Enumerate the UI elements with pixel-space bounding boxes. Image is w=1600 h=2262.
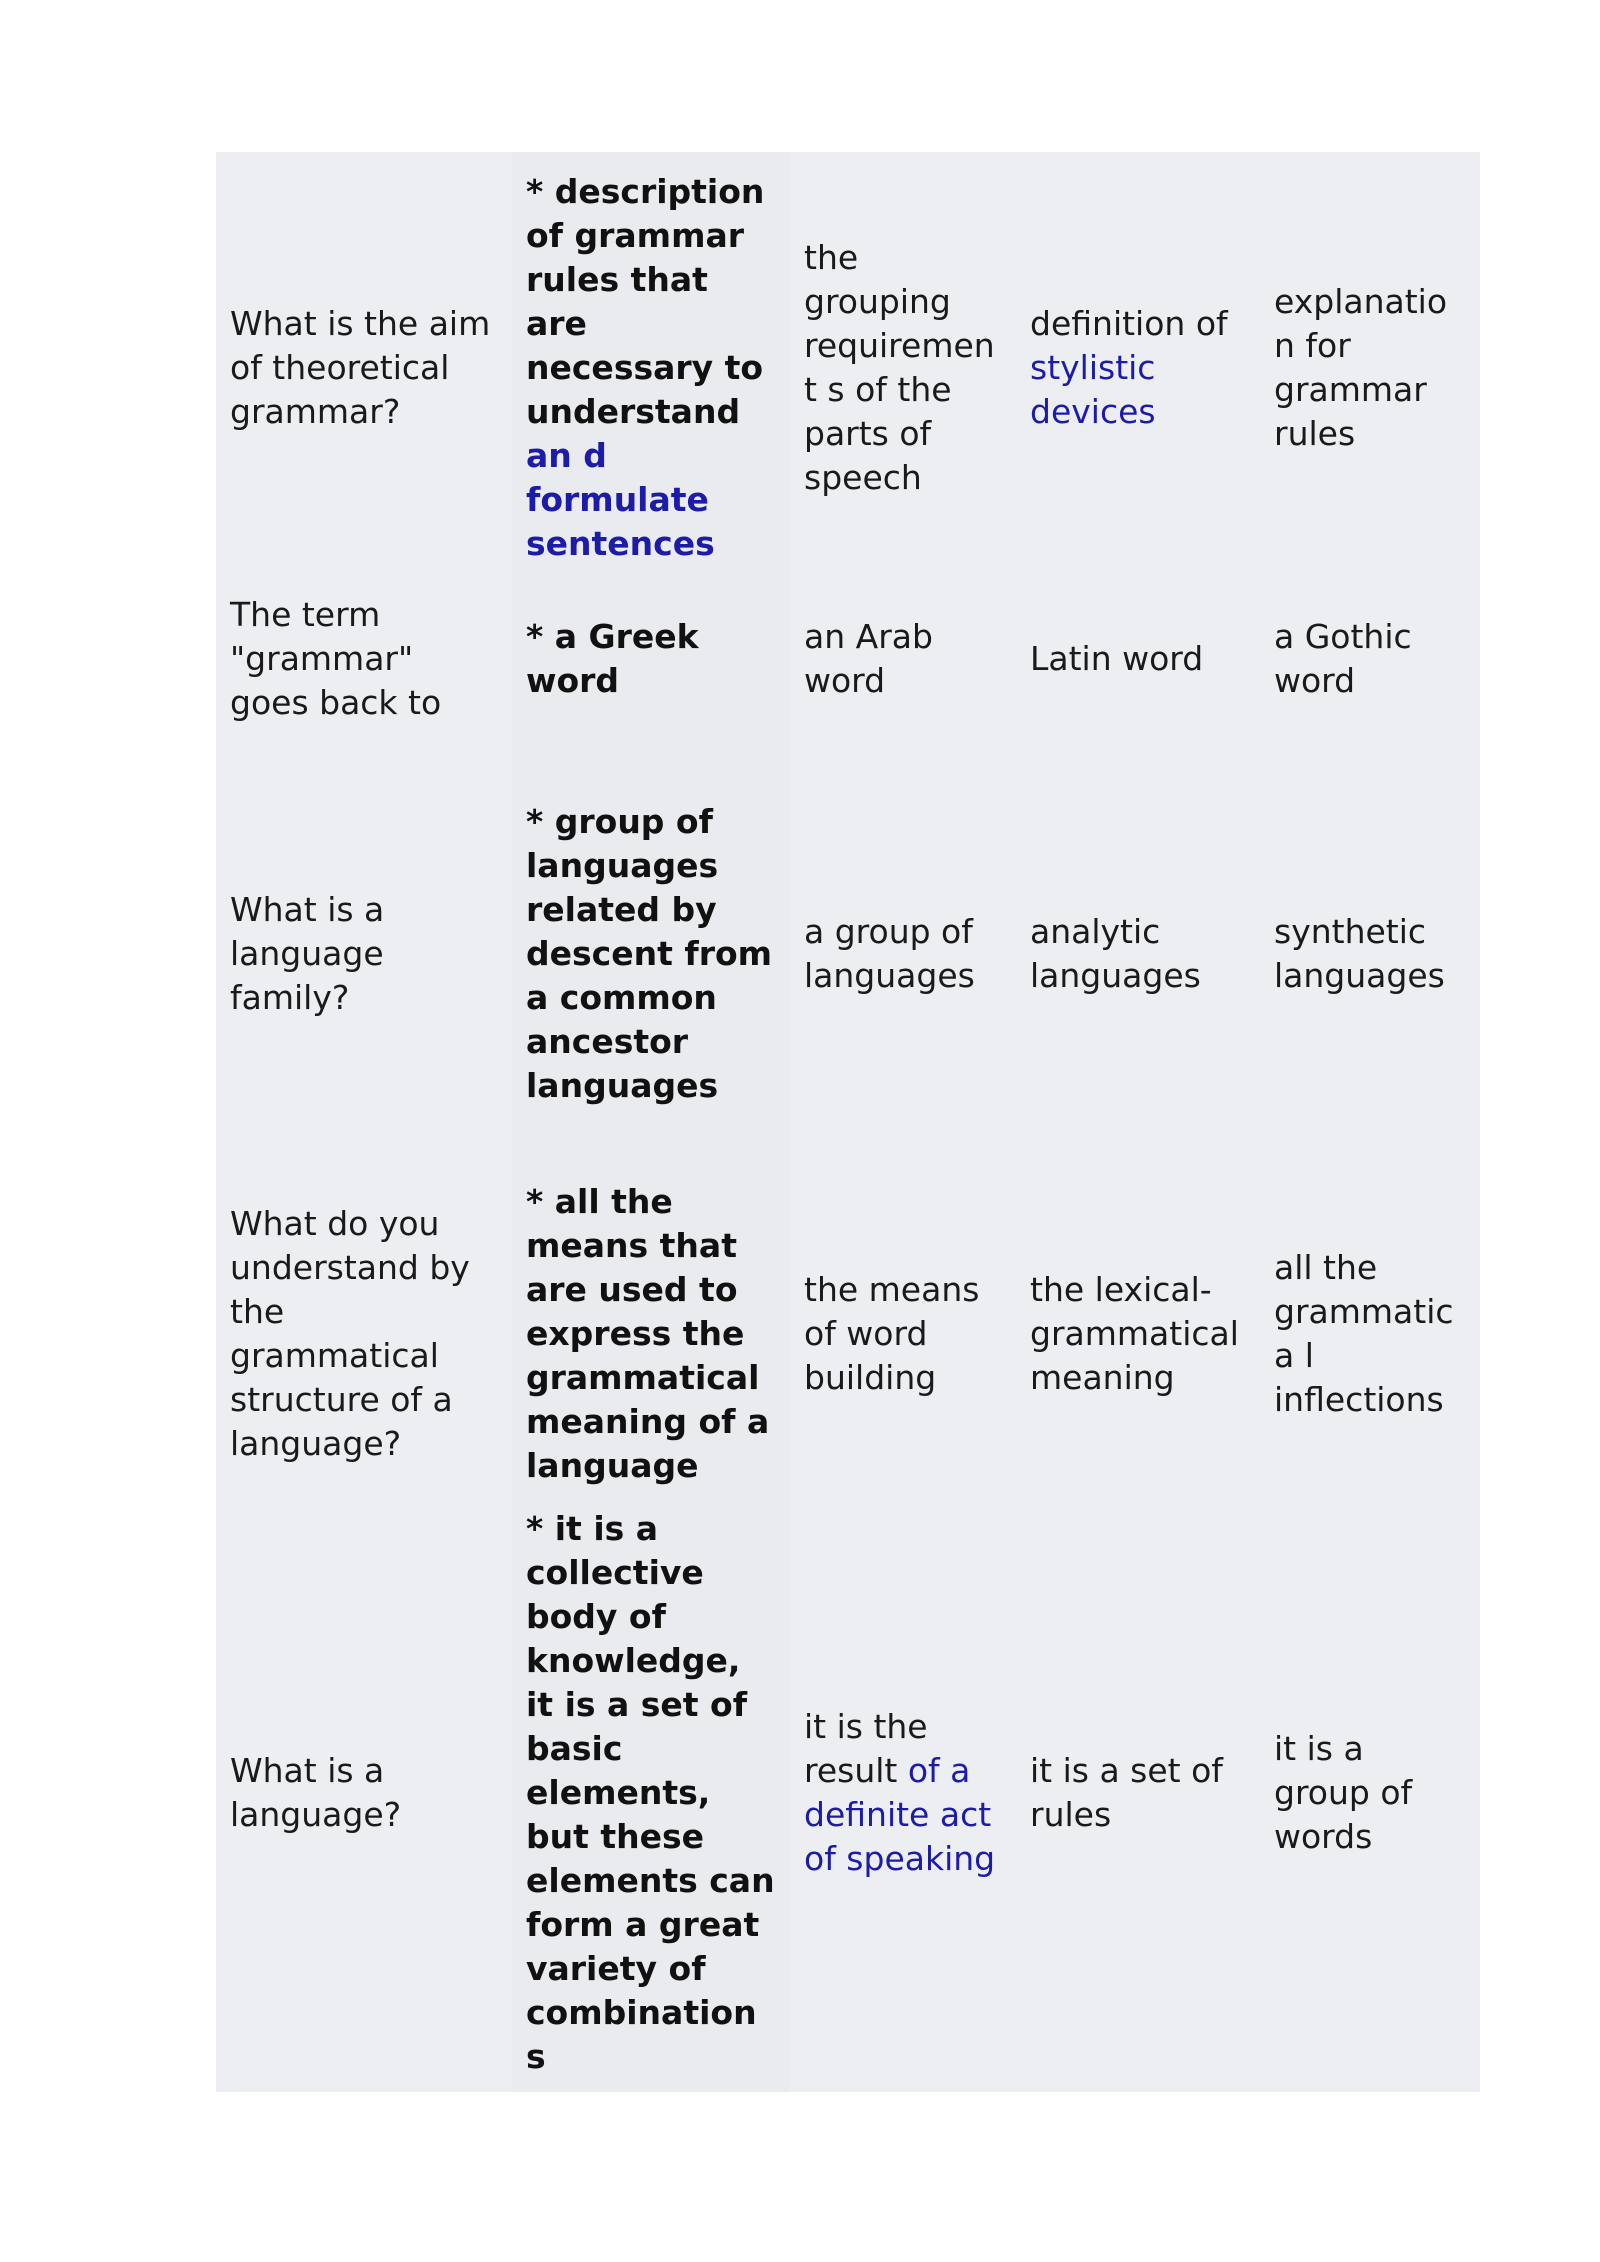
table-row — [216, 152, 1480, 584]
question-text: What do you understand by the grammatical structure of a language? — [230, 1204, 470, 1463]
correct-answer-cell — [512, 734, 790, 1174]
option-cell — [1016, 734, 1260, 1174]
option-cell — [790, 584, 1016, 734]
option-text: the lexical- grammatical meaning — [1030, 1270, 1239, 1397]
question-text: What is a language? — [230, 1751, 402, 1834]
option-cell — [1260, 1494, 1480, 2092]
option-text: an Arab word — [804, 617, 933, 700]
option-cell — [1260, 1174, 1480, 1494]
option-cell — [1016, 584, 1260, 734]
option-text: synthetic languages — [1274, 912, 1445, 995]
option-cell — [790, 1174, 1016, 1494]
option-text: definition of — [1030, 304, 1228, 343]
option-cell — [790, 1494, 1016, 2092]
option-link[interactable]: stylistic devices — [1030, 348, 1156, 431]
question-text: The term "grammar" goes back to — [230, 595, 442, 722]
option-cell — [1260, 584, 1480, 734]
correct-answer-text: * a Greek word — [526, 617, 699, 700]
option-text: it is the result — [804, 1707, 928, 1790]
correct-answer-cell — [512, 1494, 790, 2092]
option-cell — [790, 734, 1016, 1174]
question-cell — [216, 584, 512, 734]
correct-answer-text: * it is a collective body of knowledge, it is a set of basic elements, but these elements can form a great variety of combinations — [526, 1509, 775, 2076]
option-cell — [1260, 734, 1480, 1174]
table-row — [216, 584, 1480, 734]
quiz-table — [216, 152, 1480, 2092]
option-text: it is a set of rules — [1030, 1751, 1223, 1834]
option-text: it is a group of words — [1274, 1729, 1413, 1856]
option-text: all the grammatica l inflections — [1274, 1248, 1454, 1419]
option-link[interactable]: of a definite act of speaking — [804, 1751, 996, 1878]
correct-answer-cell — [512, 584, 790, 734]
option-text: explanation for grammar rules — [1274, 282, 1448, 453]
option-text: the grouping requirement s of the parts of speech — [804, 238, 995, 497]
correct-answer-text: * all the means that are used to express the grammatical meaning of a language — [526, 1182, 770, 1485]
option-cell — [1016, 1174, 1260, 1494]
option-cell — [1260, 152, 1480, 584]
correct-answer-link[interactable]: an d formulate sentences — [526, 436, 715, 563]
correct-answer-text: * group of languages related by descent from a common ancestor languages — [526, 802, 773, 1105]
table-row — [216, 1174, 1480, 1494]
table-row — [216, 1494, 1480, 2092]
option-cell — [1016, 152, 1260, 584]
option-text: analytic languages — [1030, 912, 1201, 995]
question-text: What is the aim of theoretical grammar? — [230, 304, 491, 431]
correct-answer-cell — [512, 152, 790, 584]
option-text: the means of word building — [804, 1270, 980, 1397]
question-cell — [216, 734, 512, 1174]
question-text: What is a language family? — [230, 890, 385, 1017]
option-cell — [790, 152, 1016, 584]
option-text: a group of languages — [804, 912, 975, 995]
correct-answer-text: * description of grammar rules that are necessary to understand — [526, 172, 765, 431]
question-cell — [216, 1494, 512, 2092]
option-text: a Gothic word — [1274, 617, 1412, 700]
correct-answer-cell — [512, 1174, 790, 1494]
question-cell — [216, 1174, 512, 1494]
table-row — [216, 734, 1480, 1174]
option-cell — [1016, 1494, 1260, 2092]
option-text: Latin word — [1030, 639, 1204, 678]
question-cell — [216, 152, 512, 584]
